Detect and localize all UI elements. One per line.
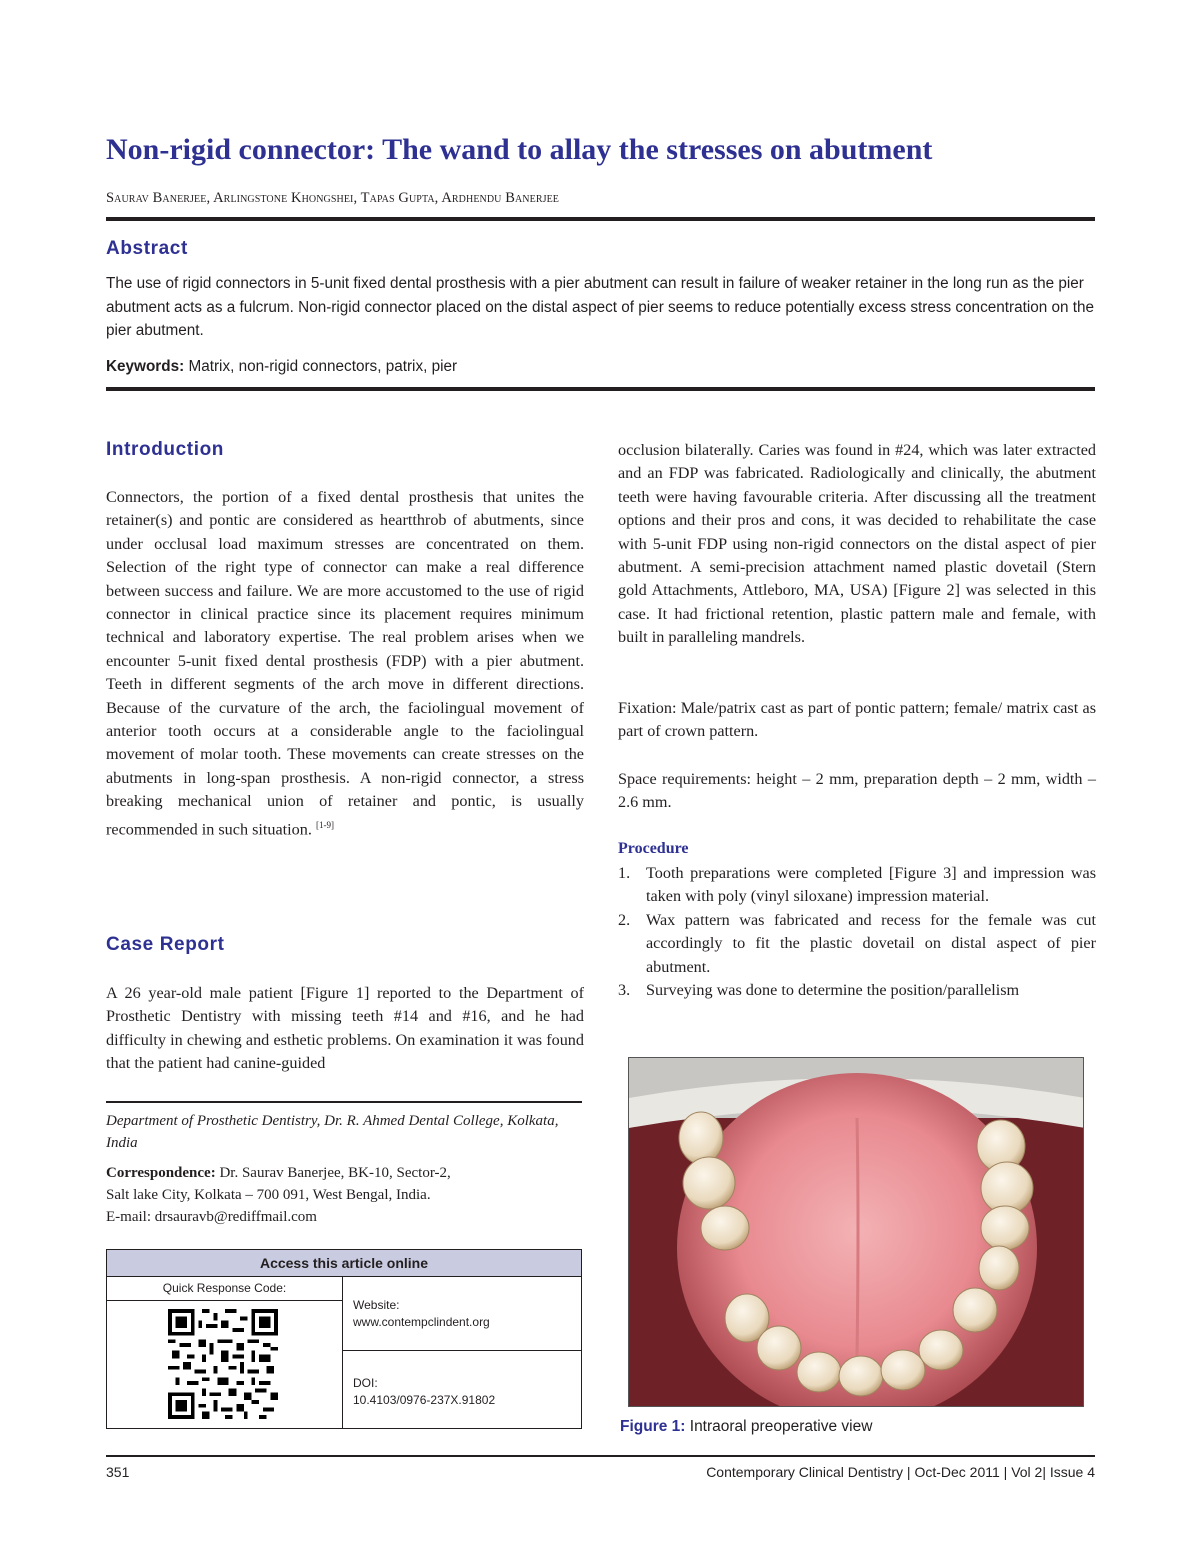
keywords-text: Matrix, non-rigid connectors, patrix, pier [184,358,458,375]
website-label: Website: [353,1298,400,1312]
keywords-line [106,358,1096,376]
step-number: 1. [618,864,631,882]
footer-rule [106,1455,1095,1457]
case-report-text-left: A 26 year-old male patient [Figure 1] reported to the Department of Prosthetic Dentistry with missing teeth #14 and #16, and he had difficulty in chewing and esthetic problems. On examination it was found that the patient had canine-guided [106,984,584,1073]
journal-info: Contemporary Clinical Dentistry | Oct-Dec 2011 | Vol 2| Issue 4 [706,1464,1095,1480]
space-requirements-text: Space requirements: height – 2 mm, preparation depth – 2 mm, width – 2.6 mm. [618,770,1096,812]
access-article-box [106,1249,582,1429]
intraoral-photo [628,1057,1084,1407]
abstract-rule [106,387,1095,391]
access-heading: Access this article online [107,1250,581,1277]
introduction-body: Connectors, the portion of a fixed dental prosthesis that unites the retainer(s) and pontic are considered as heartthrob of abutments, since under occlusal load maximum stresses are concentrated on them. Selection of the right type of connector can make a real difference between success and failure. We are more accustomed to the use of rigid connector in clinical practice since its placement requires minimum technical and laboratory expertise. The real problem arises when we encounter 5-unit fixed dental prosthesis (FDP) with a pier abutment. Teeth in different segments of the arch move in different directions. Because of the curvature of the arch, the faciolingual movement of anterior tooth occurs at a considerable angle to the faciolingual movement of molar tooth. These movements can create stresses on the abutments in long-span prosthesis. A non-rigid connector, a stress breaking mechanical union of retainer and pontic, is usually recommended in such situation. [106,488,584,839]
step-text: Surveying was done to determine the position/parallelism [646,981,1020,1000]
procedure-step [618,862,1096,909]
figure-caption-text: Intraoral preoperative view [685,1418,873,1435]
case-report-heading: Case Report [106,934,225,955]
qr-cell [107,1301,343,1429]
case-report-text-right: occlusion bilaterally. Caries was found in #24, which was later extracted and an FDP was fabricated. Radiologically and clinically, the abutment teeth were having favourable criteria. After discussing all the treatment options and their pros and cons, it was decided to rehabilitate the case with 5-unit FDP using non-rigid connectors on the distal aspect of pier abutment. A semi-precision attachment named plastic dovetail (Stern gold Attachments, Attleboro, MA, USA) [Figure 2] was selected in this case. It had frictional retention, plastic pattern male and female, with built in paralleling mandrels. [618,441,1096,647]
affiliation-rule [106,1101,582,1103]
procedure-list [618,862,1096,1002]
article-title: Non-rigid connector: The wand to allay the stresses on abutment [106,133,933,166]
correspondence-label: Correspondence: [106,1165,216,1181]
procedure-heading: Procedure [618,840,689,857]
figure-caption [620,1418,872,1436]
abstract-heading: Abstract [106,238,188,259]
procedure-step [618,979,1096,1002]
step-number: 2. [618,910,631,929]
website-cell [343,1277,581,1351]
correspondence [106,1162,582,1228]
qr-label: Quick Response Code: [107,1277,343,1301]
introduction-citation: [1-9] [315,819,334,830]
doi-label: DOI: [353,1376,378,1390]
correspondence-line1: Dr. Saurav Banerjee, BK-10, Sector-2, [215,1165,451,1181]
doi-cell [343,1351,581,1428]
header-rule [106,217,1095,221]
procedure-step [618,909,1096,979]
affiliation: Department of Prosthetic Dentistry, Dr. R. Ahmed Dental College, Kolkata, India [106,1113,559,1151]
figure-label: Figure 1: [620,1418,686,1435]
abstract-text: The use of rigid connectors in 5-unit fixed dental prosthesis with a pier abutment can result in failure of weaker retainer in the long run as the pier abutment acts as a fulcrum. Non-rigid connector placed on the distal aspect of pier seems to reduce potentially excess stress concentration on the pier abutment. [106,275,1095,339]
website-link[interactable]: www.contempclindent.org [353,1315,490,1329]
introduction-heading: Introduction [106,439,225,460]
doi-value[interactable]: 10.4103/0976-237X.91802 [353,1393,496,1407]
qr-code-icon [168,1309,278,1419]
keywords-label: Keywords: [106,358,185,375]
correspondence-email: E-mail: drsauravb@rediffmail.com [106,1209,317,1225]
fixation-text: Fixation: Male/patrix cast as part of pontic pattern; female/ matrix cast as part of crown pattern. [618,699,1096,741]
intraoral-photo-drawing [629,1058,1084,1407]
step-text: Tooth preparations were completed [Figure 3] and impression was taken with poly (vinyl siloxane) impression material. [646,864,1096,906]
introduction-text [106,486,584,841]
step-text: Wax pattern was fabricated and recess for the female was cut accordingly to fit the plastic dovetail on distal aspect of pier abutment. [646,910,1096,976]
correspondence-line2: Salt lake City, Kolkata – 700 091, West Bengal, India. [106,1187,431,1203]
step-number: 3. [618,981,631,1000]
author-list: Saurav Banerjee, Arlingstone Khongshei, Tapas Gupta, Ardhendu Banerjee [106,190,560,206]
page-number: 351 [106,1464,130,1480]
